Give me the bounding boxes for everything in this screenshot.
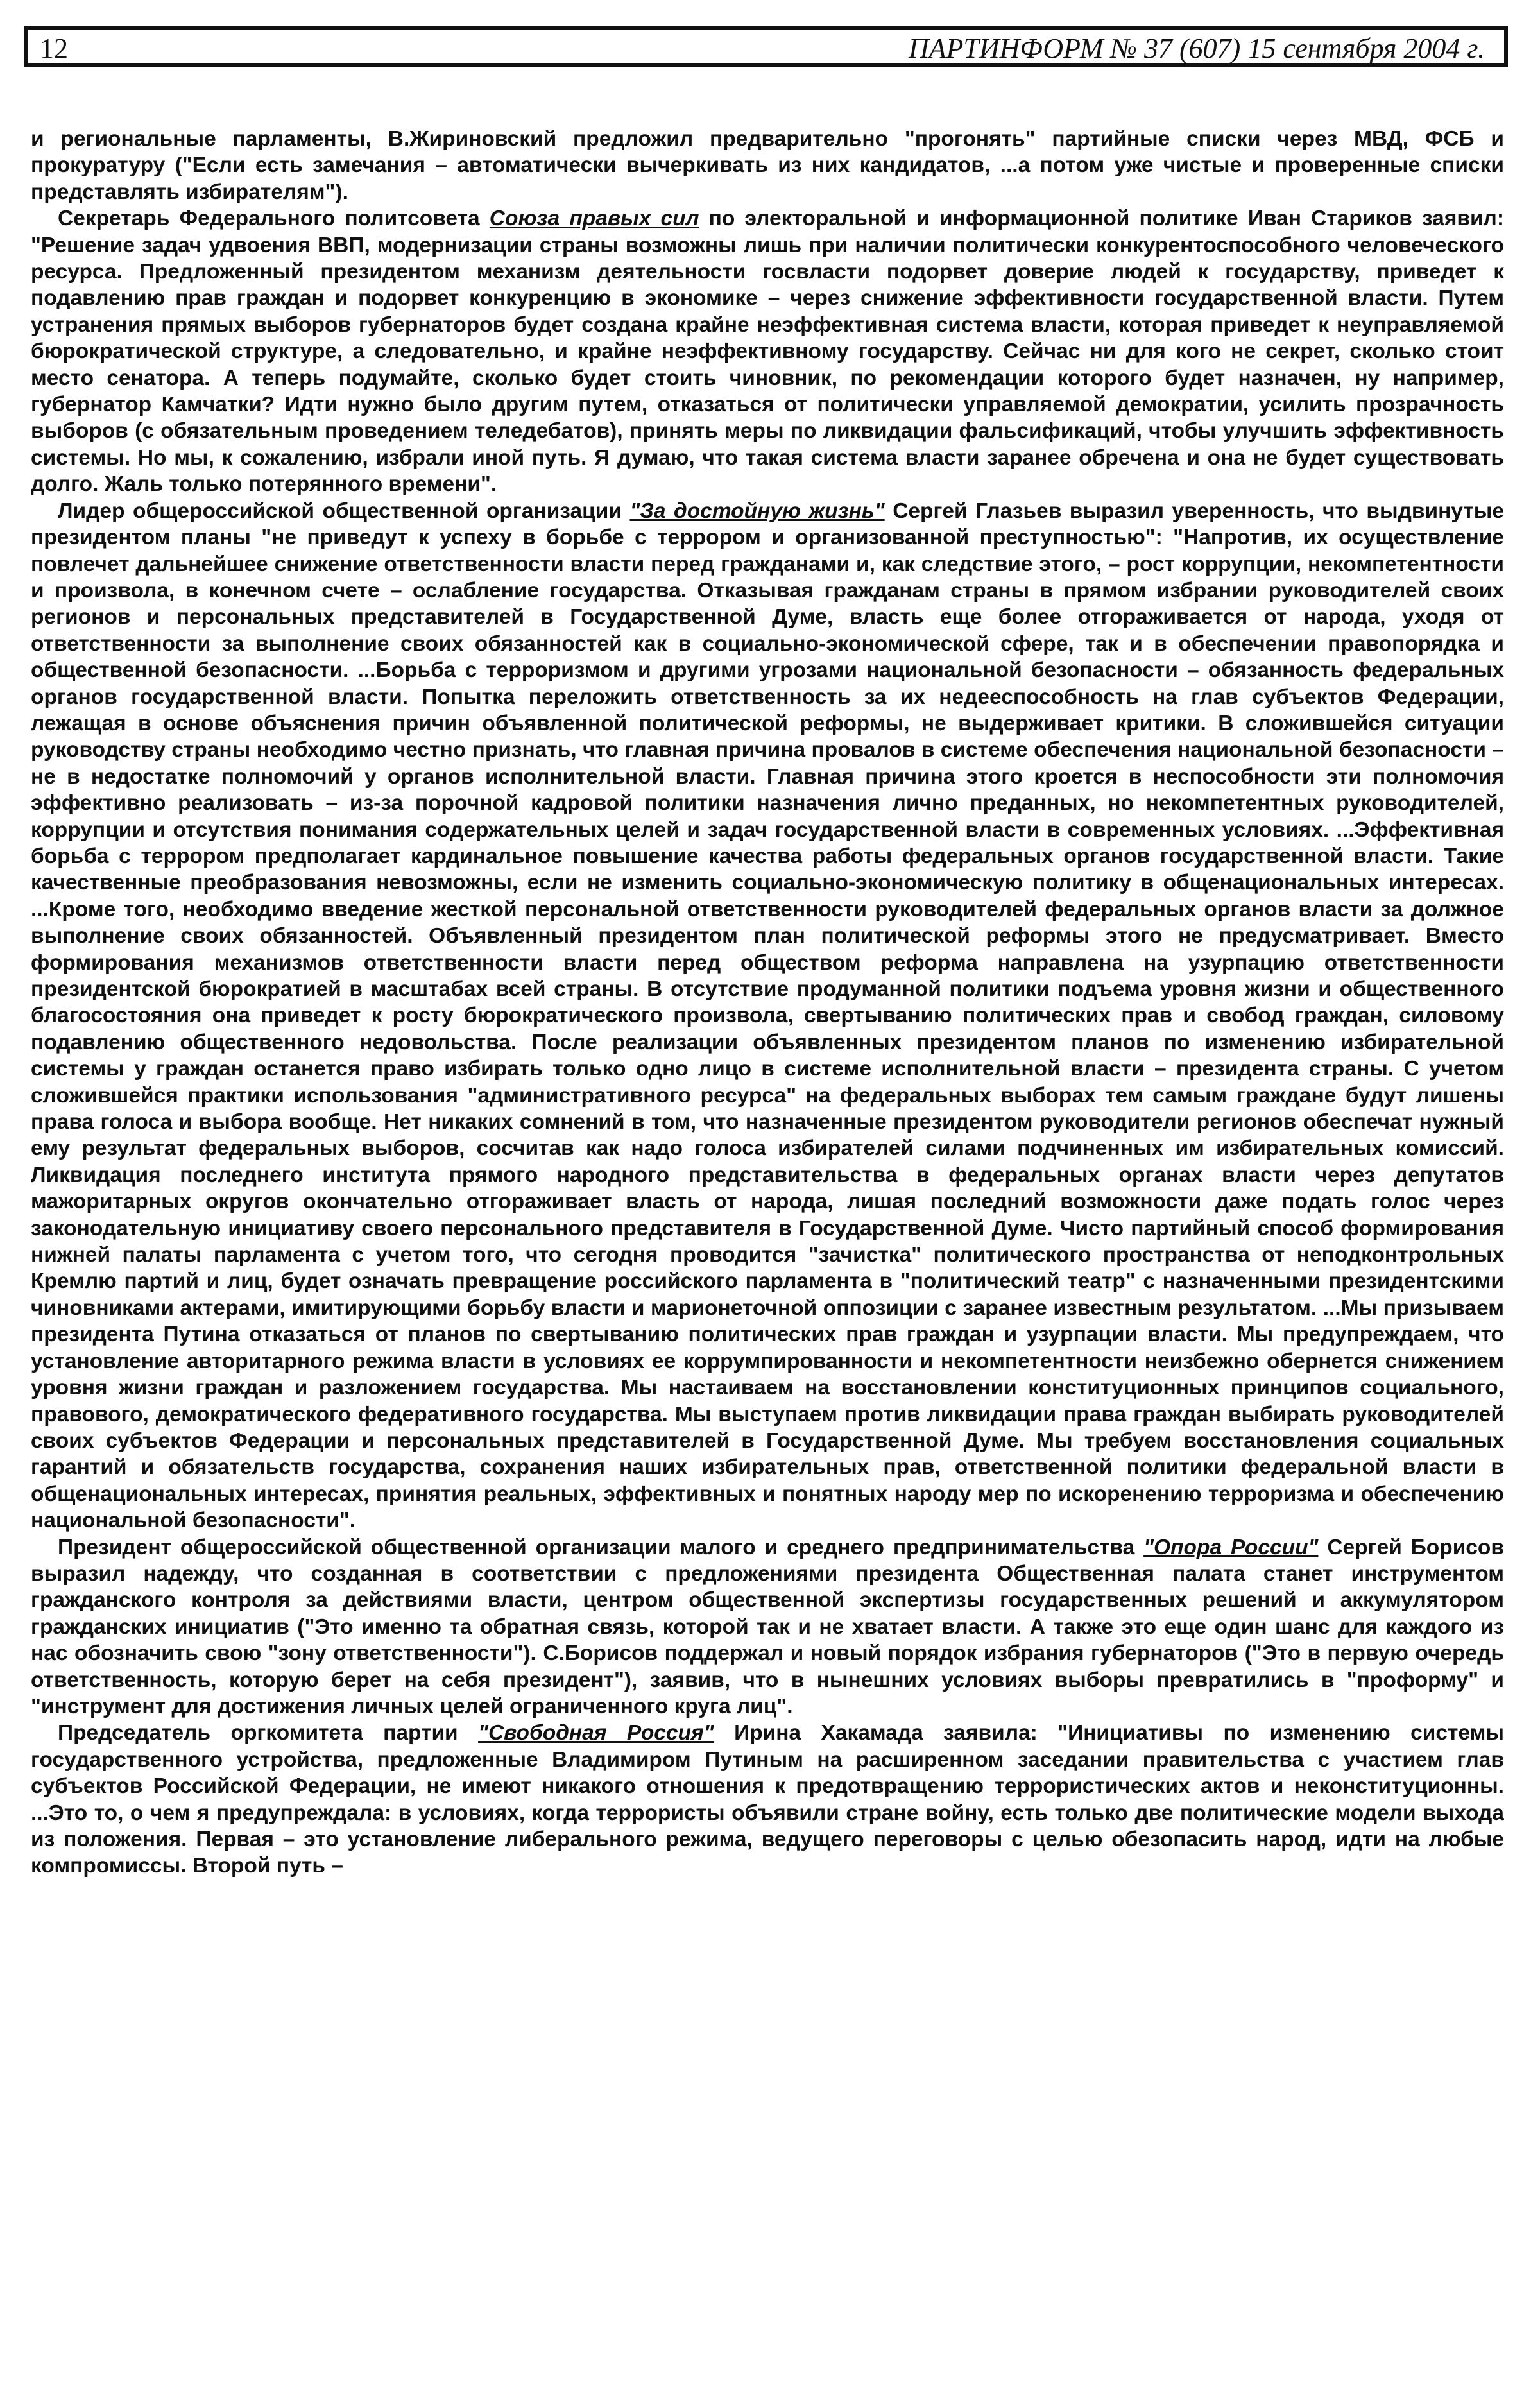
article-body xyxy=(31,126,1504,2301)
publication-masthead: ПАРТИНФОРМ № 37 (607) 15 сентября 2004 г. xyxy=(908,33,1485,64)
paragraph-text: Ирина Хакамада заявила: "Инициативы по изменению системы государственного устройства, предложенные Владимиром Путиным на расширенном заседании правительства с участием глав субъектов Российской Федерации, не имеют никакого отношения к предотвращению террористических актов и неконституционны. ...Это то, о чем я предупреждала: в условиях, когда террористы объявили стране войну, есть только две политические модели выхода из положения. Первая – это установление либерального режима, ведущего переговоры с целью обезопасить народ, идти на любые компромиссы. Второй путь – xyxy=(31,1721,1504,1878)
paragraph-khakamada xyxy=(31,1720,1504,1879)
paragraph-text: Председатель оргкомитета партии xyxy=(58,1721,479,1745)
page-header xyxy=(24,26,1508,67)
paragraph-starikov xyxy=(31,205,1504,497)
paragraph-text: Президент общероссийской общественной организации малого и среднего предпринимательства xyxy=(58,1535,1144,1559)
paragraph-glazyev xyxy=(31,498,1504,1534)
organization-name-sps: Союза правых сил xyxy=(489,207,699,231)
paragraph-text: Сергей Глазьев выразил уверенность, что выдвинутые президентом планы "не приведут к успеху в борьбе с террором и организованной преступностью": "Напротив, их осуществление повлечет дальнейшее снижение ответственности власти перед гражданами и, как следствие этого, – рост коррупции, некомпетентности и произвола, в конечном счете – ослабление государства. Отказывая гражданам страны в прямом избрании руководителей своих регионов и персональных представителей в Государственной Думе, власть еще более отгораживается от народа, уходя от ответственности за выполнение своих обязанностей как в социально-экономической сфере, так и в обеспечении правопорядка и общественной безопасности. ...Борьба с терроризмом и другими угрозами национальной безопасности – обязанность федеральных органов государственной власти. Попытка переложить ответственность за их недееспособность на глав субъектов Федерации, лежащая в основе объяснения причин объявленной политической реформы, не выдерживает критики. В сложившейся ситуации руководству страны необходимо честно признать, что главная причина провалов в системе обеспечения национальной безопасности – не в недостатке полномочий у органов исполнительной власти. Главная причина этого кроется в неспособности эти полномочия эффективно реализовать – из-за порочной кадровой политики назначения лично преданных, но некомпетентных руководителей, коррупции и отсутствия понимания содержательных целей и задач государственной власти в современных условиях. ...Эффективная борьба с террором предполагает кардинальное повышение качества работы федеральных органов государственной власти. Такие качественные преобразования невозможны, если не изменить социально-экономическую политику в общенациональных интересах. ...Кроме того, необходимо введение жесткой персональной ответственности руководителей федеральных органов власти за должное выполнение своих обязанностей. Объявленный президентом план политической реформы этого не предусматривает. Вместо формирования механизмов ответственности власти перед обществом реформа направлена на узурпацию ответственности президентской бюрократией в масштабах всей страны. В отсутствие продуманной политики подъема уровня жизни и общественного благосостояния она приведет к росту бюрократического произвола, свертыванию политических прав и свобод граждан, силовому подавлению общественного недовольства. После реализации объявленных президентом планов по изменению избирательной системы у граждан останется право избирать только одно лицо в системе исполнительной власти – президента страны. С учетом сложившейся практики использования "административного ресурса" на федеральных выборах тем самым граждане будут лишены права голоса и выбора вообще. Нет никаких сомнений в том, что назначенные президентом руководители регионов обеспечат нужный ему результат федеральных выборов, сосчитав как надо голоса избирателей силами подчиненных им избирательных комиссий. Ликвидация последнего института прямого народного представительства в федеральных органах власти через депутатов мажоритарных округов окончательно отгораживает власть от народа, лишая последний возможности даже подать голос через законодательную инициативу своего персонального представителя в Государственной Думе. Чисто партийный способ формирования нижней палаты парламента с учетом того, что сегодня проводится "зачистка" политического пространства от неподконтрольных Кремлю партий и лиц, будет означать превращение российского парламента в "политический театр" с назначенными президентскими чиновниками актерами, имитирующими борьбу власти и марионеточной оппозиции с заранее известным результатом. ...Мы призываем президента Путина отказаться от планов по свертыванию политических прав граждан и узурпации власти. Мы предупреждаем, что установление авторитарного режима власти в условиях ее коррумпированности и некомпетентности неизбежно обернется снижением уровня жизни граждан и разложением государства. Мы настаиваем на восстановлении конституционных принципов социального, правового, демократического федеративного государства. Мы выступаем против ликвидации права граждан выбирать руководителей своих субъектов Федерации и персональных представителей в Государственной Думе. Мы требуем восстановления социальных гарантий и обязательств государства, сохранения наших избирательных прав, ответственной политики федеральной власти в общенациональных интересах, принятия реальных, эффективных и понятных народу мер по искоренению терроризма и обеспечению национальной безопасности". xyxy=(31,499,1504,1533)
paragraph-text: и региональные парламенты, В.Жириновский предложил предварительно "прогонять" партийные списки через МВД, ФСБ и прокуратуру ("Если есть замечания – автоматически вычеркивать из них кандидатов, ...а потом уже чистые и проверенные списки представлять избирателям"). xyxy=(31,127,1504,204)
organization-name-opora-rossii: "Опора России" xyxy=(1143,1535,1319,1559)
paragraph-zhirinovsky-ending xyxy=(31,126,1504,205)
paragraph-text: по электоральной и информационной политике Иван Стариков заявил: "Решение задач удвоения ВВП, модернизации страны возможны лишь при наличии политически конкурентоспособного человеческого ресурса. Предложенный президентом механизм деятельности госвласти подорвет доверие людей к государству, приведет к подавлению прав граждан и подорвет конкуренцию в экономике – через снижение эффективности государственной власти. Путем устранения прямых выборов губернаторов будет создана крайне неэффективная система власти, которая приведет к неуправляемой бюрократической структуре, а следовательно, и крайне неэффективному государству. Сейчас ни для кого не секрет, сколько стоит место сенатора. А теперь подумайте, сколько будет стоить чиновник, по рекомендации которого будет назначен, ну например, губернатор Камчатки? Идти нужно было другим путем, отказаться от политически управляемой демократии, усилить прозрачность выборов (с обязательным проведением теледебатов), принять меры по ликвидации фальсификаций, чтобы улучшить эффективность системы. Но мы, к сожалению, избрали иной путь. Я думаю, что такая система власти заранее обречена и она не будет существовать долго. Жаль только потерянного времени". xyxy=(31,207,1504,497)
paragraph-text: Секретарь Федерального политсовета xyxy=(58,207,490,231)
paragraph-text: Лидер общероссийской общественной организации xyxy=(58,499,630,523)
organization-name-dostoynaya-zhizn: "За достойную жизнь" xyxy=(629,499,885,523)
paragraph-text: Сергей Борисов выразил надежду, что созданная в соответствии с предложениями президента Общественная палата станет инструментом гражданского контроля за действиями власти, центром общественной экспертизы государственных решений и аккумулятором гражданских инициатив ("Это именно та обратная связь, которой так и не хватает власти. А также это еще один шанс для каждого из нас обозначить свою "зону ответственности"). С.Борисов поддержал и новый порядок избрания губернаторов ("Это в первую очередь ответственность, которую берет на себя президент"), заявив, что в нынешних условиях выборы превратились в "проформу" и "инструмент для достижения личных целей ограниченного круга лиц". xyxy=(31,1535,1504,1718)
page-number: 12 xyxy=(40,33,68,64)
paragraph-borisov xyxy=(31,1534,1504,1720)
organization-name-svobodnaya-rossiya: "Свободная Россия" xyxy=(478,1721,714,1745)
